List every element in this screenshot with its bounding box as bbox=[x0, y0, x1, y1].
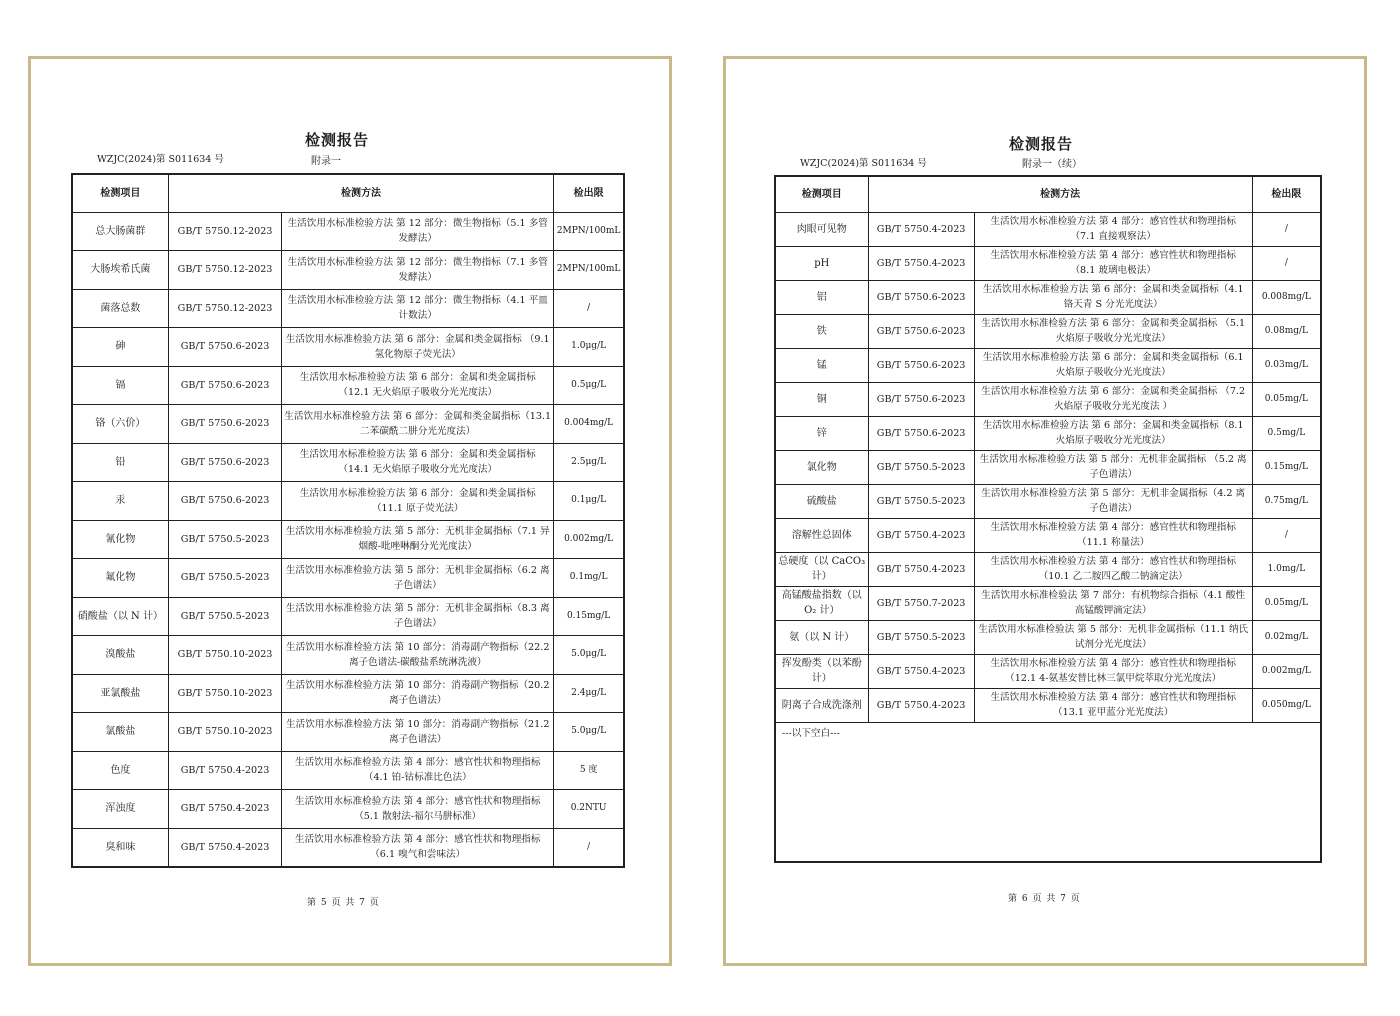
item-cell: 铝 bbox=[775, 280, 868, 314]
report-number: WZJC(2024)第 S011634 号 bbox=[800, 158, 927, 169]
limit-cell: 0.03mg/L bbox=[1252, 348, 1321, 382]
table-row bbox=[72, 366, 624, 405]
item-cell: 臭和味 bbox=[72, 828, 168, 867]
method-cell: 生活饮用水标准检验方法 第 10 部分：消毒副产物指标（22.2 离子色谱法-碳酸盐系统淋洗液） bbox=[282, 636, 554, 675]
item-cell: 锌 bbox=[775, 416, 868, 450]
limit-cell: 0.5mg/L bbox=[1252, 416, 1321, 450]
standard-cell: GB/T 5750.5-2023 bbox=[168, 597, 281, 636]
method-cell: 生活饮用水标准检验方法 第 12 部分：微生物指标（5.1 多管发酵法） bbox=[282, 212, 554, 251]
standard-cell: GB/T 5750.10-2023 bbox=[168, 636, 281, 675]
standard-cell: GB/T 5750.4-2023 bbox=[868, 552, 974, 586]
appendix-label: 附录一 bbox=[311, 156, 341, 167]
item-cell: 铅 bbox=[72, 443, 168, 482]
limit-cell: / bbox=[1252, 518, 1321, 552]
item-cell: 浑浊度 bbox=[72, 790, 168, 829]
method-cell: 生活饮用水标准检验方法 第 12 部分：微生物指标（4.1 平皿计数法） bbox=[282, 289, 554, 328]
page-number: 第 5 页 共 7 页 bbox=[307, 898, 380, 908]
standard-cell: GB/T 5750.6-2023 bbox=[168, 443, 281, 482]
item-cell: 大肠埃希氏菌 bbox=[72, 251, 168, 290]
standard-cell: GB/T 5750.4-2023 bbox=[868, 246, 974, 280]
method-cell: 生活饮用水标准检验方法 第 5 部分：无机非金属指标（8.3 离子色谱法） bbox=[282, 597, 554, 636]
standard-cell: GB/T 5750.4-2023 bbox=[168, 790, 281, 829]
item-cell: 砷 bbox=[72, 328, 168, 367]
limit-cell: 0.5μg/L bbox=[554, 366, 624, 405]
item-cell: 总硬度（以 CaCO₃ 计） bbox=[775, 552, 868, 586]
table-row bbox=[72, 443, 624, 482]
item-cell: 阴离子合成洗涤剂 bbox=[775, 688, 868, 722]
item-cell: 菌落总数 bbox=[72, 289, 168, 328]
item-cell: 挥发酚类（以苯酚计） bbox=[775, 654, 868, 688]
limit-cell: 5.0μg/L bbox=[554, 636, 624, 675]
report-page-6 bbox=[723, 56, 1367, 966]
standard-cell: GB/T 5750.4-2023 bbox=[168, 751, 281, 790]
table-row bbox=[72, 482, 624, 521]
table-row bbox=[72, 520, 624, 559]
standard-cell: GB/T 5750.10-2023 bbox=[168, 674, 281, 713]
standard-cell: GB/T 5750.6-2023 bbox=[168, 328, 281, 367]
method-cell: 生活饮用水标准检验法 第 5 部分：无机非金属指标（11.1 纳氏试剂分光光度法） bbox=[974, 620, 1252, 654]
item-cell: 汞 bbox=[72, 482, 168, 521]
method-cell: 生活饮用水标准检验方法 第 6 部分：金属和类金属指标 （14.1 无火焰原子吸收分光光度法） bbox=[282, 443, 554, 482]
method-cell: 生活饮用水标准检验方法 第 4 部分：感官性状和物理指标（12.1 4-氨基安替比林三氯甲烷萃取分光光度法） bbox=[974, 654, 1252, 688]
limit-cell: 0.2NTU bbox=[554, 790, 624, 829]
method-cell: 生活饮用水标准检验方法 第 5 部分：无机非金属指标（7.1 异烟酸-吡唑啉酮分光光度法） bbox=[282, 520, 554, 559]
limit-cell: 0.75mg/L bbox=[1252, 484, 1321, 518]
item-cell: 色度 bbox=[72, 751, 168, 790]
method-cell: 生活饮用水标准检验方法 第 4 部分：感官性状和物理指标 （5.1 散射法-福尔马肼标准） bbox=[282, 790, 554, 829]
item-cell: 铬（六价） bbox=[72, 405, 168, 444]
blank-area-row bbox=[775, 722, 1321, 862]
header-method: 检测方法 bbox=[868, 176, 1252, 212]
report-title: 检测报告 bbox=[1009, 135, 1074, 153]
limit-cell: 0.02mg/L bbox=[1252, 620, 1321, 654]
limit-cell: / bbox=[554, 289, 624, 328]
method-cell: 生活饮用水标准检验法 第 7 部分：有机物综合指标（4.1 酸性高锰酸钾滴定法） bbox=[974, 586, 1252, 620]
table-row bbox=[775, 552, 1321, 586]
limit-cell: 0.1mg/L bbox=[554, 559, 624, 598]
test-method-table bbox=[774, 175, 1322, 863]
test-method-table bbox=[71, 173, 625, 868]
header-method: 检测方法 bbox=[168, 174, 553, 212]
standard-cell: GB/T 5750.6-2023 bbox=[168, 482, 281, 521]
item-cell: 铜 bbox=[775, 382, 868, 416]
limit-cell: 1.0μg/L bbox=[554, 328, 624, 367]
item-cell: 肉眼可见物 bbox=[775, 212, 868, 246]
item-cell: pH bbox=[775, 246, 868, 280]
report-title: 检测报告 bbox=[305, 131, 370, 149]
table-row bbox=[72, 251, 624, 290]
method-cell: 生活饮用水标准检验方法 第 4 部分：感官性状和物理指标（11.1 称量法） bbox=[974, 518, 1252, 552]
item-cell: 溶解性总固体 bbox=[775, 518, 868, 552]
limit-cell: 0.002mg/L bbox=[1252, 654, 1321, 688]
limit-cell: 0.050mg/L bbox=[1252, 688, 1321, 722]
method-cell: 生活饮用水标准检验方法 第 4 部分：感官性状和物理指标 （4.1 铂-钴标准比色法） bbox=[282, 751, 554, 790]
method-cell: 生活饮用水标准检验方法 第 4 部分：感官性状和物理指标（10.1 乙二胺四乙酸二钠滴定法） bbox=[974, 552, 1252, 586]
table-row bbox=[775, 348, 1321, 382]
table-row bbox=[775, 688, 1321, 722]
standard-cell: GB/T 5750.4-2023 bbox=[868, 688, 974, 722]
table-row bbox=[72, 597, 624, 636]
item-cell: 镉 bbox=[72, 366, 168, 405]
limit-cell: 0.1μg/L bbox=[554, 482, 624, 521]
method-cell: 生活饮用水标准检验方法 第 6 部分：金属和类金属指标（4.1 铬天青 S 分光光度法） bbox=[974, 280, 1252, 314]
item-cell: 溴酸盐 bbox=[72, 636, 168, 675]
method-cell: 生活饮用水标准检验方法 第 6 部分：金属和类金属指标 （12.1 无火焰原子吸收分光光度法） bbox=[282, 366, 554, 405]
item-cell: 总大肠菌群 bbox=[72, 212, 168, 251]
method-cell: 生活饮用水标准检验方法 第 5 部分：无机非金属指标（4.2 离子色谱法） bbox=[974, 484, 1252, 518]
limit-cell: 0.004mg/L bbox=[554, 405, 624, 444]
method-cell: 生活饮用水标准检验方法 第 6 部分：金属和类金属指标 （7.2 火焰原子吸收分光光度法 ） bbox=[974, 382, 1252, 416]
standard-cell: GB/T 5750.6-2023 bbox=[868, 416, 974, 450]
limit-cell: 1.0mg/L bbox=[1252, 552, 1321, 586]
page-number: 第 6 页 共 7 页 bbox=[1008, 894, 1081, 904]
table-row bbox=[72, 636, 624, 675]
limit-cell: / bbox=[1252, 246, 1321, 280]
limit-cell: 0.08mg/L bbox=[1252, 314, 1321, 348]
table-row bbox=[775, 518, 1321, 552]
table-row bbox=[775, 280, 1321, 314]
method-cell: 生活饮用水标准检验方法 第 4 部分：感官性状和物理指标 （8.1 玻璃电极法） bbox=[974, 246, 1252, 280]
method-cell: 生活饮用水标准检验方法 第 5 部分：无机非金属指标 （5.2 离子色谱法） bbox=[974, 450, 1252, 484]
standard-cell: GB/T 5750.10-2023 bbox=[168, 713, 281, 752]
standard-cell: GB/T 5750.7-2023 bbox=[868, 586, 974, 620]
limit-cell: 0.15mg/L bbox=[554, 597, 624, 636]
table-row bbox=[775, 416, 1321, 450]
method-cell: 生活饮用水标准检验方法 第 10 部分：消毒副产物指标（21.2 离子色谱法） bbox=[282, 713, 554, 752]
standard-cell: GB/T 5750.4-2023 bbox=[868, 654, 974, 688]
table-row bbox=[775, 620, 1321, 654]
standard-cell: GB/T 5750.4-2023 bbox=[868, 212, 974, 246]
limit-cell: 2MPN/100mL bbox=[554, 212, 624, 251]
limit-cell: 2.4μg/L bbox=[554, 674, 624, 713]
table-row bbox=[775, 212, 1321, 246]
item-cell: 氨（以 N 计） bbox=[775, 620, 868, 654]
item-cell: 氯酸盐 bbox=[72, 713, 168, 752]
standard-cell: GB/T 5750.12-2023 bbox=[168, 289, 281, 328]
item-cell: 高锰酸盐指数（以 O₂ 计） bbox=[775, 586, 868, 620]
table-header-row bbox=[72, 174, 624, 212]
table-row bbox=[775, 450, 1321, 484]
standard-cell: GB/T 5750.6-2023 bbox=[168, 405, 281, 444]
standard-cell: GB/T 5750.4-2023 bbox=[868, 518, 974, 552]
limit-cell: / bbox=[554, 828, 624, 867]
method-cell: 生活饮用水标准检验方法 第 4 部分：感官性状和物理指标 （7.1 直接观察法） bbox=[974, 212, 1252, 246]
standard-cell: GB/T 5750.6-2023 bbox=[868, 348, 974, 382]
appendix-label: 附录一（续） bbox=[1022, 159, 1082, 170]
table-row bbox=[775, 314, 1321, 348]
standard-cell: GB/T 5750.5-2023 bbox=[168, 520, 281, 559]
limit-cell: 0.15mg/L bbox=[1252, 450, 1321, 484]
standard-cell: GB/T 5750.12-2023 bbox=[168, 212, 281, 251]
standard-cell: GB/T 5750.4-2023 bbox=[168, 828, 281, 867]
limit-cell: 0.002mg/L bbox=[554, 520, 624, 559]
table-row bbox=[72, 713, 624, 752]
limit-cell: 5 度 bbox=[554, 751, 624, 790]
method-cell: 生活饮用水标准检验方法 第 4 部分：感官性状和物理指标 （6.1 嗅气和尝味法） bbox=[282, 828, 554, 867]
limit-cell: / bbox=[1252, 212, 1321, 246]
table-row bbox=[775, 484, 1321, 518]
standard-cell: GB/T 5750.6-2023 bbox=[868, 280, 974, 314]
standard-cell: GB/T 5750.6-2023 bbox=[168, 366, 281, 405]
method-cell: 生活饮用水标准检验方法 第 10 部分：消毒副产物指标（20.2 离子色谱法） bbox=[282, 674, 554, 713]
header-item: 检测项目 bbox=[72, 174, 168, 212]
limit-cell: 0.05mg/L bbox=[1252, 586, 1321, 620]
header-limit: 检出限 bbox=[554, 174, 624, 212]
method-cell: 生活饮用水标准检验方法 第 6 部分：金属和类金属指标（6.1 火焰原子吸收分光光度法） bbox=[974, 348, 1252, 382]
item-cell: 锰 bbox=[775, 348, 868, 382]
standard-cell: GB/T 5750.12-2023 bbox=[168, 251, 281, 290]
item-cell: 氯化物 bbox=[775, 450, 868, 484]
item-cell: 亚氯酸盐 bbox=[72, 674, 168, 713]
blank-note: ---以下空白--- bbox=[775, 722, 1321, 862]
table-row bbox=[72, 405, 624, 444]
header-limit: 检出限 bbox=[1252, 176, 1321, 212]
limit-cell: 2.5μg/L bbox=[554, 443, 624, 482]
item-cell: 硝酸盐（以 N 计） bbox=[72, 597, 168, 636]
standard-cell: GB/T 5750.5-2023 bbox=[868, 450, 974, 484]
table-header-row bbox=[775, 176, 1321, 212]
table-row bbox=[775, 654, 1321, 688]
table-row bbox=[72, 212, 624, 251]
method-cell: 生活饮用水标准检验方法 第 6 部分：金属和类金属指标 （9.1 氢化物原子荧光法） bbox=[282, 328, 554, 367]
method-cell: 生活饮用水标准检验方法 第 4 部分：感官性状和物理指标（13.1 亚甲蓝分光光度法） bbox=[974, 688, 1252, 722]
table-row bbox=[775, 586, 1321, 620]
report-page-5 bbox=[28, 56, 672, 966]
limit-cell: 5.0μg/L bbox=[554, 713, 624, 752]
table-row bbox=[72, 559, 624, 598]
item-cell: 氟化物 bbox=[72, 559, 168, 598]
table-row bbox=[72, 828, 624, 867]
method-cell: 生活饮用水标准检验方法 第 6 部分：金属和类金属指标 （11.1 原子荧光法） bbox=[282, 482, 554, 521]
header-item: 检测项目 bbox=[775, 176, 868, 212]
table-row bbox=[72, 328, 624, 367]
table-row bbox=[72, 674, 624, 713]
item-cell: 氰化物 bbox=[72, 520, 168, 559]
item-cell: 铁 bbox=[775, 314, 868, 348]
table-row bbox=[775, 382, 1321, 416]
standard-cell: GB/T 5750.6-2023 bbox=[868, 382, 974, 416]
limit-cell: 0.008mg/L bbox=[1252, 280, 1321, 314]
limit-cell: 2MPN/100mL bbox=[554, 251, 624, 290]
report-number: WZJC(2024)第 S011634 号 bbox=[97, 154, 224, 165]
table-row bbox=[775, 246, 1321, 280]
table-row bbox=[72, 790, 624, 829]
method-cell: 生活饮用水标准检验方法 第 6 部分：金属和类金属指标 （5.1 火焰原子吸收分光光度法） bbox=[974, 314, 1252, 348]
method-cell: 生活饮用水标准检验方法 第 6 部分：金属和类金属指标（13.1 二苯碳酰二肼分光光度法） bbox=[282, 405, 554, 444]
table-row bbox=[72, 289, 624, 328]
standard-cell: GB/T 5750.5-2023 bbox=[868, 620, 974, 654]
standard-cell: GB/T 5750.5-2023 bbox=[868, 484, 974, 518]
method-cell: 生活饮用水标准检验方法 第 6 部分：金属和类金属指标（8.1 火焰原子吸收分光光度法） bbox=[974, 416, 1252, 450]
table-row bbox=[72, 751, 624, 790]
item-cell: 硫酸盐 bbox=[775, 484, 868, 518]
method-cell: 生活饮用水标准检验方法 第 12 部分：微生物指标（7.1 多管发酵法） bbox=[282, 251, 554, 290]
standard-cell: GB/T 5750.6-2023 bbox=[868, 314, 974, 348]
standard-cell: GB/T 5750.5-2023 bbox=[168, 559, 281, 598]
limit-cell: 0.05mg/L bbox=[1252, 382, 1321, 416]
method-cell: 生活饮用水标准检验方法 第 5 部分：无机非金属指标（6.2 离子色谱法） bbox=[282, 559, 554, 598]
